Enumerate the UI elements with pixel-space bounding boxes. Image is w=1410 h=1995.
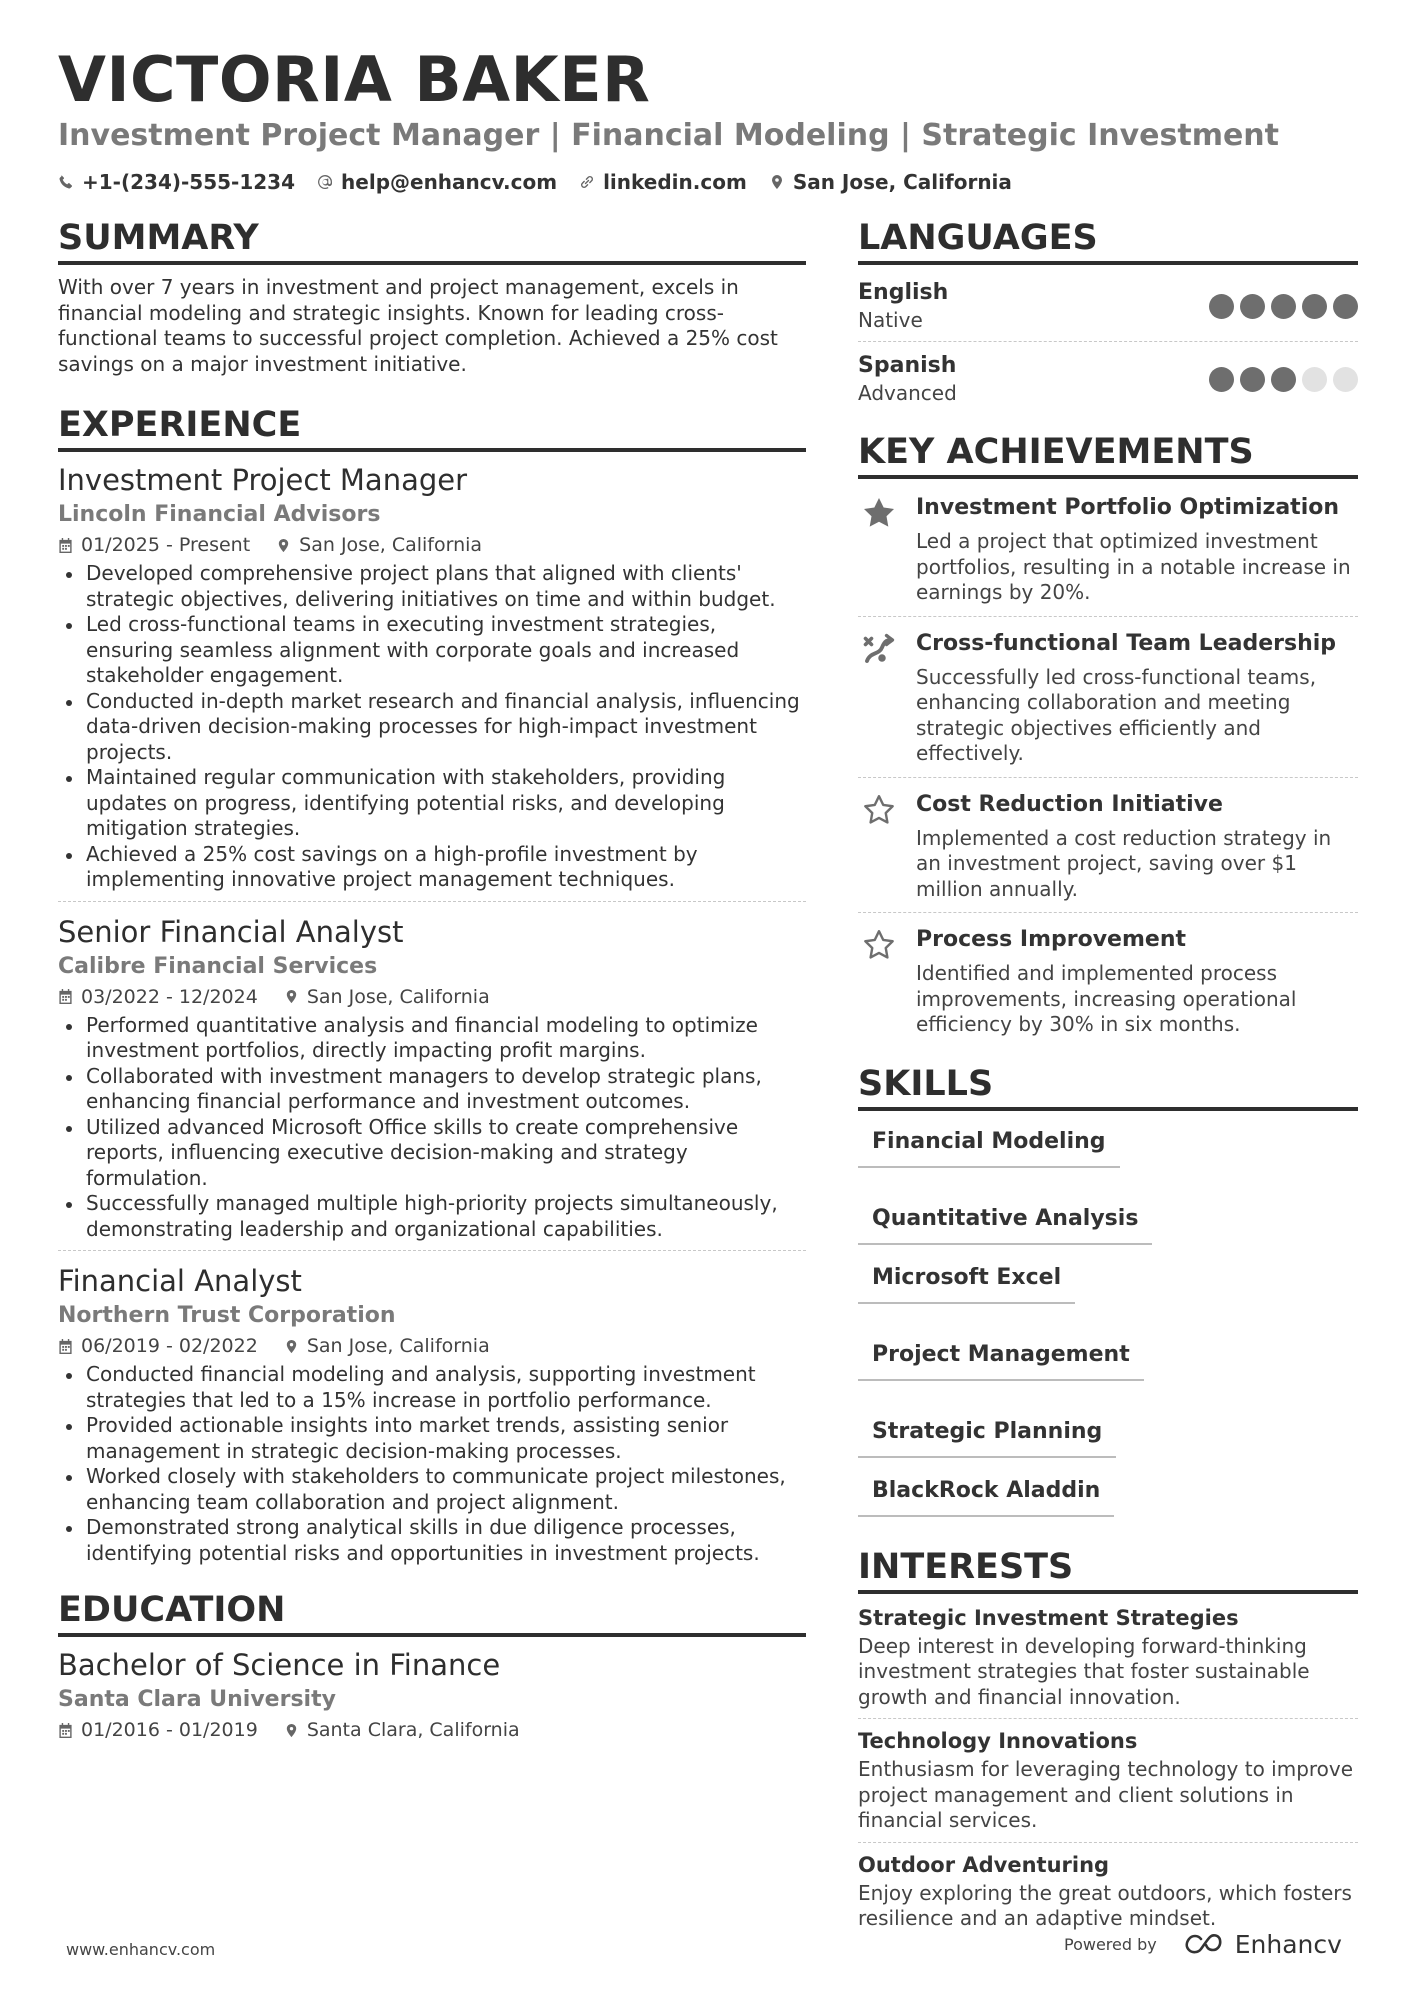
company-name: Calibre Financial Services <box>58 953 378 979</box>
experience-entry <box>58 914 806 1252</box>
languages-section <box>858 216 1358 414</box>
section-title-skills: SKILLS <box>858 1062 1358 1111</box>
education-dates: 01/2016 - 01/2019 <box>81 1719 258 1741</box>
skill-tag: Project Management <box>858 1340 1144 1381</box>
map-pin-icon <box>284 989 299 1004</box>
language-level: Advanced <box>858 381 957 405</box>
bullet-item: Led cross-functional teams in executing investment strategies, ensuring seamless alignment with corporate goals and increased stakeholder engagement. <box>58 612 806 689</box>
interest-title: Strategic Investment Strategies <box>858 1605 1239 1630</box>
proficiency-dot-filled <box>1271 367 1296 392</box>
job-title: Investment Project Manager <box>58 463 468 497</box>
proficiency-dot-filled <box>1333 294 1358 319</box>
job-location: San Jose, California <box>306 985 490 1008</box>
summary-text: With over 7 years in investment and project management, excels in financial modeling and strategic insights. Known for leading cross-functional teams to successful project completion. Achieved a 25% cost savings on a major investment initiative. <box>58 275 778 376</box>
achievement-desc: Successfully led cross-functional teams, enhancing collaboration and meeting strategic objectives efficiently and effectively. <box>916 664 1317 765</box>
company-name: Northern Trust Corporation <box>58 1303 396 1328</box>
bullet-item: Conducted in-depth market research and financial analysis, influencing data-driven decision-making processes for high-impact investment projects. <box>58 689 806 766</box>
job-bullets <box>58 1362 806 1566</box>
bullet-item: Provided actionable insights into market trends, assisting senior management in strategic decision-making processes. <box>58 1413 806 1464</box>
contact-phone[interactable] <box>58 170 295 194</box>
location-text: San Jose, California <box>792 170 1012 194</box>
contact-bar <box>58 168 1012 196</box>
powered-by-label: Powered by <box>1064 1935 1157 1954</box>
phone-icon <box>58 174 74 190</box>
phone-text: +1-(234)-555-1234 <box>82 170 296 194</box>
achievement-desc: Led a project that optimized investment portfolios, resulting in a notable increase in earnings by 20%. <box>916 529 1351 604</box>
interest-desc: Enthusiasm for leveraging technology to improve project management and client solutions in financial services. <box>858 1757 1354 1832</box>
school-name: Santa Clara University <box>58 1687 336 1712</box>
interest-item <box>858 1727 1358 1843</box>
skill-tag: BlackRock Aladdin <box>858 1476 1114 1517</box>
company-name: Lincoln Financial Advisors <box>58 502 381 527</box>
interest-item <box>858 1851 1358 1940</box>
achievement-item <box>858 625 1358 778</box>
bullet-item: Achieved a 25% cost savings on a high-profile investment by implementing innovative project management techniques. <box>58 842 806 893</box>
interest-title: Outdoor Adventuring <box>858 1852 1110 1877</box>
brand-logo[interactable] <box>1181 1930 1342 1959</box>
calendar-icon <box>58 1723 73 1738</box>
achievement-item <box>858 786 1358 914</box>
achievement-title: Cost Reduction Initiative <box>916 791 1223 817</box>
job-dates: 06/2019 - 02/2022 <box>81 1335 258 1357</box>
interest-item <box>858 1604 1358 1720</box>
skill-tag: Microsoft Excel <box>858 1263 1075 1304</box>
section-title-interests: INTERESTS <box>858 1545 1358 1594</box>
section-title-summary: SUMMARY <box>58 216 806 265</box>
calendar-icon <box>58 989 73 1004</box>
proficiency-dot-filled <box>1240 294 1265 319</box>
calendar-icon <box>58 1339 73 1354</box>
section-title-experience: EXPERIENCE <box>58 403 806 452</box>
bullet-item: Utilized advanced Microsoft Office skills to create comprehensive reports, influencing executive decision-making and strategy formulation. <box>58 1115 806 1192</box>
section-title-achievements: KEY ACHIEVEMENTS <box>858 430 1358 479</box>
at-sign-icon <box>317 174 333 190</box>
bullet-item: Successfully managed multiple high-priority projects simultaneously, demonstrating leadership and organizational capabilities. <box>58 1191 806 1242</box>
brand-name: Enhancv <box>1234 1930 1342 1959</box>
candidate-headline: Investment Project Manager | Financial Modeling | Strategic Investment <box>58 118 1280 153</box>
job-meta <box>58 531 806 559</box>
skill-tag: Financial Modeling <box>858 1127 1120 1168</box>
proficiency-dot-filled <box>1209 367 1234 392</box>
skill-tag: Strategic Planning <box>858 1417 1116 1458</box>
interest-desc: Deep interest in developing forward-thinking investment strategies that foster sustainable growth and financial innovation. <box>858 1633 1310 1709</box>
skills-section <box>858 1062 1358 1517</box>
map-pin-icon <box>276 538 291 553</box>
job-title: Financial Analyst <box>58 1264 302 1298</box>
calendar-icon <box>58 538 73 553</box>
achievement-title: Cross-functional Team Leadership <box>916 630 1337 656</box>
email-text: help@enhancv.com <box>341 170 558 194</box>
map-pin-icon <box>284 1723 299 1738</box>
proficiency-dots <box>1209 367 1358 392</box>
job-title: Senior Financial Analyst <box>58 914 404 949</box>
contact-email[interactable] <box>317 170 557 194</box>
section-title-languages: LANGUAGES <box>858 216 1358 265</box>
footer-branding <box>1064 1930 1342 1959</box>
star-outline-icon <box>861 927 897 963</box>
proficiency-dot-filled <box>1302 294 1327 319</box>
achievement-desc: Identified and implemented process improvements, increasing operational efficiency by 30% in six months. <box>916 961 1297 1036</box>
language-item <box>858 348 1358 414</box>
experience-entry <box>58 1263 806 1574</box>
star-filled-icon <box>861 495 897 531</box>
right-column <box>858 216 1358 1948</box>
language-name: English <box>858 280 949 305</box>
interest-title: Technology Innovations <box>858 1729 1138 1753</box>
bullet-item: Conducted financial modeling and analysis, supporting investment strategies that led to a 15% increase in portfolio performance. <box>58 1362 806 1413</box>
achievements-section <box>858 430 1358 1048</box>
experience-section <box>58 403 806 1574</box>
achievement-title: Investment Portfolio Optimization <box>916 495 1340 520</box>
bullet-item: Maintained regular communication with stakeholders, providing updates on progress, identifying potential risks, and developing mitigation strategies. <box>58 765 806 842</box>
map-pin-icon <box>769 174 785 190</box>
job-dates: 03/2022 - 12/2024 <box>81 985 258 1008</box>
linkedin-text: linkedin.com <box>603 170 747 194</box>
proficiency-dot-empty <box>1333 367 1358 392</box>
proficiency-dot-filled <box>1240 367 1265 392</box>
degree-title: Bachelor of Science in Finance <box>58 1648 501 1682</box>
candidate-name: VICTORIA BAKER <box>58 43 651 116</box>
job-location: San Jose, California <box>306 1335 490 1357</box>
enhancv-logo-icon <box>1181 1931 1227 1959</box>
achievement-desc: Implemented a cost reduction strategy in an investment project, saving over $1 million annually. <box>916 825 1332 901</box>
footer-website[interactable]: www.enhancv.com <box>66 1940 216 1959</box>
job-location: San Jose, California <box>299 534 483 556</box>
achievement-item <box>858 921 1358 1048</box>
bullet-item: Performed quantitative analysis and financial modeling to optimize investment portfolios, directly impacting profit margins. <box>58 1013 806 1064</box>
proficiency-dot-filled <box>1271 294 1296 319</box>
section-title-education: EDUCATION <box>58 1588 806 1637</box>
bullet-item: Worked closely with stakeholders to communicate project milestones, enhancing team collaboration and project alignment. <box>58 1464 806 1515</box>
proficiency-dot-filled <box>1209 294 1234 319</box>
achievement-title: Process Improvement <box>916 927 1187 952</box>
bullet-item: Developed comprehensive project plans that aligned with clients' strategic objectives, delivering initiatives on time and within budget. <box>58 561 806 612</box>
route-icon <box>861 631 897 667</box>
education-section <box>58 1588 806 1744</box>
contact-linkedin[interactable] <box>579 170 747 194</box>
education-location: Santa Clara, California <box>306 1719 520 1741</box>
experience-entry <box>58 462 806 902</box>
job-bullets <box>58 561 806 893</box>
left-column <box>58 216 806 1744</box>
map-pin-icon <box>284 1339 299 1354</box>
skill-tag: Quantitative Analysis <box>858 1204 1152 1245</box>
skills-list <box>858 1121 1358 1517</box>
achievement-item <box>858 489 1358 617</box>
proficiency-dot-empty <box>1302 367 1327 392</box>
contact-location <box>769 170 1012 194</box>
proficiency-dots <box>1209 294 1358 319</box>
job-meta <box>58 1332 806 1360</box>
job-meta <box>58 983 806 1011</box>
star-outline-icon <box>861 792 897 828</box>
language-name: Spanish <box>858 353 957 378</box>
bullet-item: Collaborated with investment managers to develop strategic plans, enhancing financial performance and investment outcomes. <box>58 1064 806 1115</box>
interest-desc: Enjoy exploring the great outdoors, which fosters resilience and an adaptive mindset. <box>858 1880 1352 1930</box>
link-icon <box>579 174 595 190</box>
education-meta <box>58 1716 806 1744</box>
job-bullets <box>58 1013 806 1243</box>
language-item <box>858 275 1358 342</box>
interests-section <box>858 1545 1358 1940</box>
language-level: Native <box>858 308 923 332</box>
summary-section <box>58 216 806 377</box>
job-dates: 01/2025 - Present <box>81 534 251 556</box>
bullet-item: Demonstrated strong analytical skills in due diligence processes, identifying potential risks and opportunities in investment projects. <box>58 1515 806 1566</box>
